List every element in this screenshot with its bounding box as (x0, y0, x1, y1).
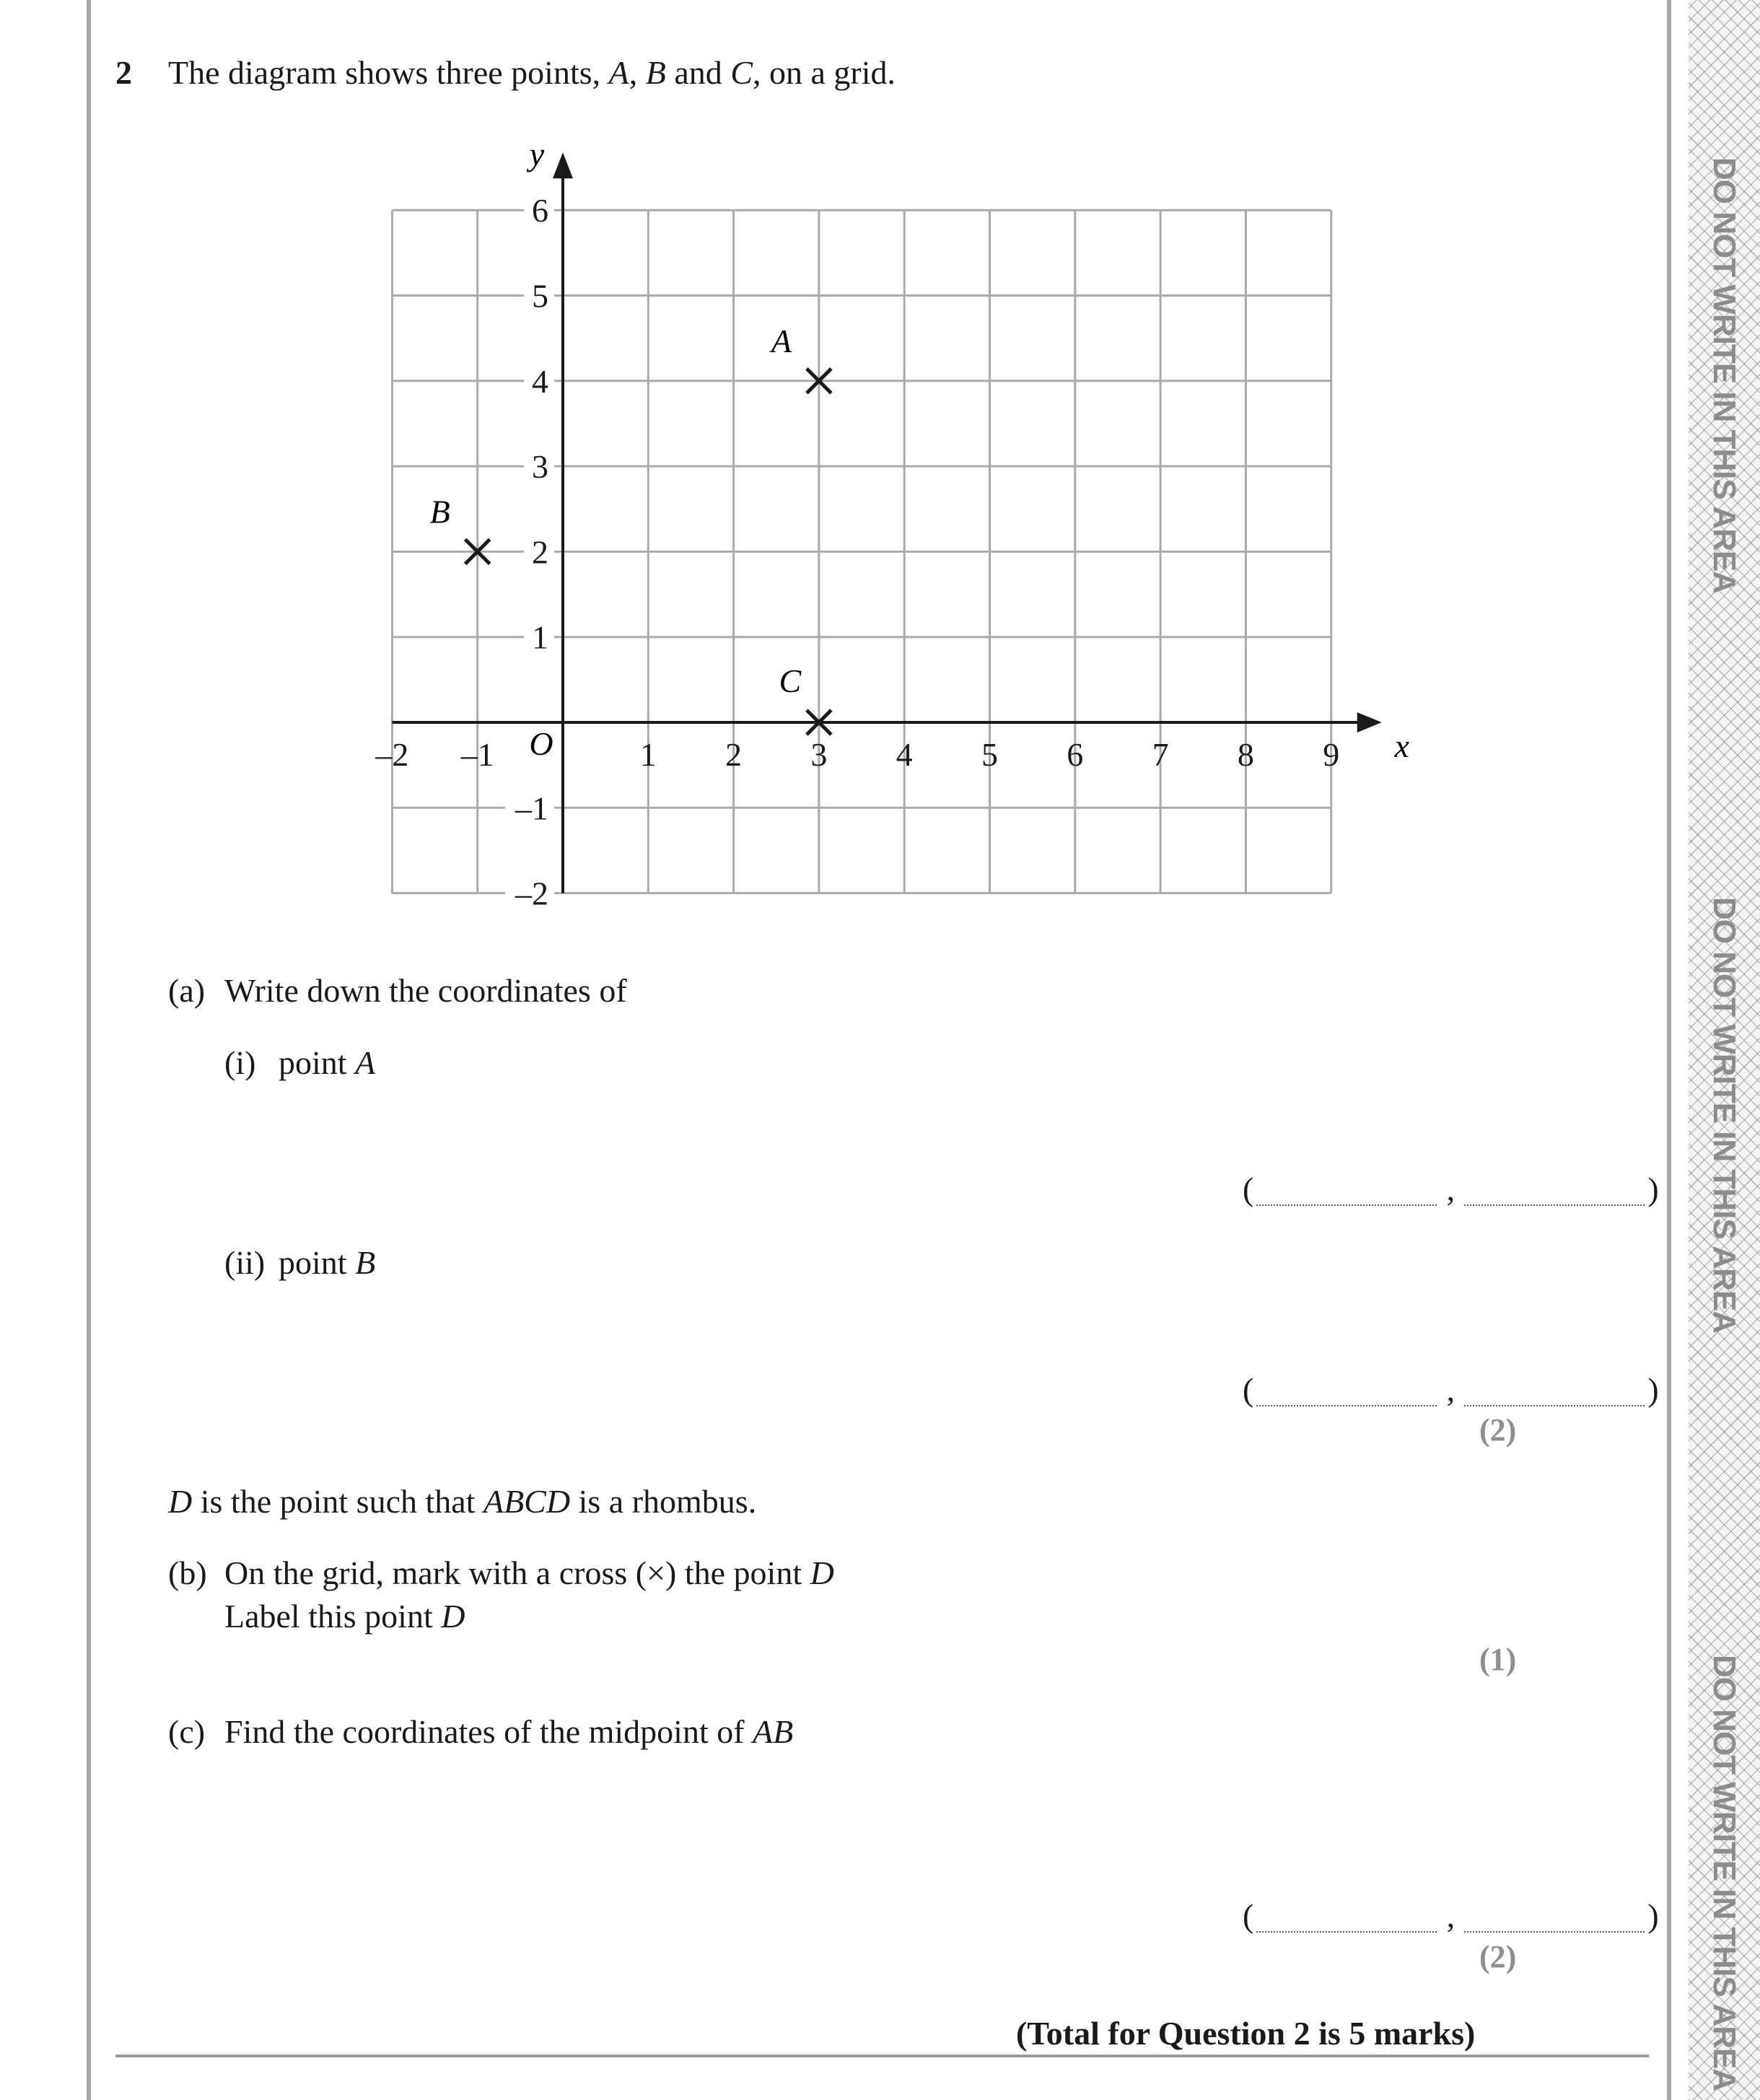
x-tick-label: –2 (375, 736, 409, 773)
plotted-points (430, 323, 831, 735)
y-tick-label: 5 (532, 277, 548, 315)
x-tick-label: 3 (810, 736, 828, 773)
x-tick-label: 9 (1323, 736, 1340, 773)
x-tick-label: 5 (981, 736, 998, 773)
question-number: 2 (115, 54, 132, 91)
part-a-marks: (2) (1479, 1412, 1517, 1448)
x-axis-label: x (1394, 727, 1409, 764)
answer-y-field[interactable] (1464, 1180, 1645, 1206)
answer-x-field[interactable] (1256, 1180, 1437, 1206)
point-label: C (779, 662, 802, 699)
part-b-line1: On the grid, mark with a cross (×) the point D (224, 1554, 834, 1591)
axes (392, 152, 1381, 893)
x-tick-label: –1 (460, 736, 494, 773)
part-b-marks: (1) (1479, 1642, 1517, 1677)
y-tick-label: 2 (532, 533, 548, 571)
x-tick-label: 1 (639, 736, 657, 773)
part-b-label: (b) (168, 1554, 207, 1591)
x-tick-label: 6 (1067, 736, 1084, 773)
part-a-ii-text: point B (279, 1244, 376, 1281)
question-stem: The diagram shows three points, A, B and C, on a grid. (168, 54, 896, 91)
answer-line-c[interactable]: ( , ) (1243, 1897, 1659, 1934)
x-tick-label: 4 (896, 736, 913, 773)
part-b-line2: Label this point D (224, 1598, 465, 1635)
y-tick-label: –2 (515, 875, 548, 912)
part-a-ii-label: (ii) (224, 1244, 266, 1281)
point-label: A (771, 322, 792, 359)
x-tick-label: 7 (1152, 736, 1169, 773)
answer-x-field[interactable] (1256, 1381, 1437, 1406)
margin-warning-3: DO NOT WRITE IN THIS AREA (1707, 1654, 1742, 2091)
margin-warning-2: DO NOT WRITE IN THIS AREA (1707, 896, 1742, 1334)
part-a-text: Write down the coordinates of (224, 972, 627, 1009)
x-axis-arrowhead (1357, 712, 1382, 732)
origin-label: O (529, 725, 553, 762)
part-c-label: (c) (168, 1713, 206, 1750)
y-axis-arrowhead (553, 152, 573, 178)
part-a-i-text: point A (279, 1044, 376, 1081)
answer-y-field[interactable] (1464, 1381, 1645, 1406)
part-a-i-label: (i) (224, 1044, 256, 1081)
y-tick-label: 3 (532, 448, 548, 486)
answer-x-field[interactable] (1256, 1907, 1437, 1933)
y-axis-label: y (529, 136, 545, 173)
answer-line-a-ii[interactable]: ( , ) (1243, 1371, 1659, 1408)
part-a-label: (a) (168, 972, 206, 1009)
y-tick-label: –1 (515, 789, 548, 827)
x-tick-label: 8 (1237, 736, 1254, 773)
x-tick-label: 2 (725, 736, 743, 773)
rhombus-statement: D is the point such that ABCD is a rhombus. (168, 1483, 757, 1520)
margin-warning-1: DO NOT WRITE IN THIS AREA (1707, 157, 1742, 594)
answer-line-a-i[interactable]: ( , ) (1243, 1171, 1659, 1207)
answer-y-field[interactable] (1464, 1907, 1645, 1933)
part-c-text: Find the coordinates of the midpoint of AB (224, 1713, 794, 1750)
y-tick-label: 6 (532, 192, 548, 229)
question-total: (Total for Question 2 is 5 marks) (1016, 2015, 1476, 2052)
part-c-marks: (2) (1479, 1939, 1517, 1974)
y-tick-label: 4 (532, 362, 548, 400)
point-label: B (429, 493, 450, 530)
y-tick-label: 1 (532, 618, 548, 656)
tick-labels (375, 136, 1409, 911)
question-divider (115, 2055, 1649, 2057)
